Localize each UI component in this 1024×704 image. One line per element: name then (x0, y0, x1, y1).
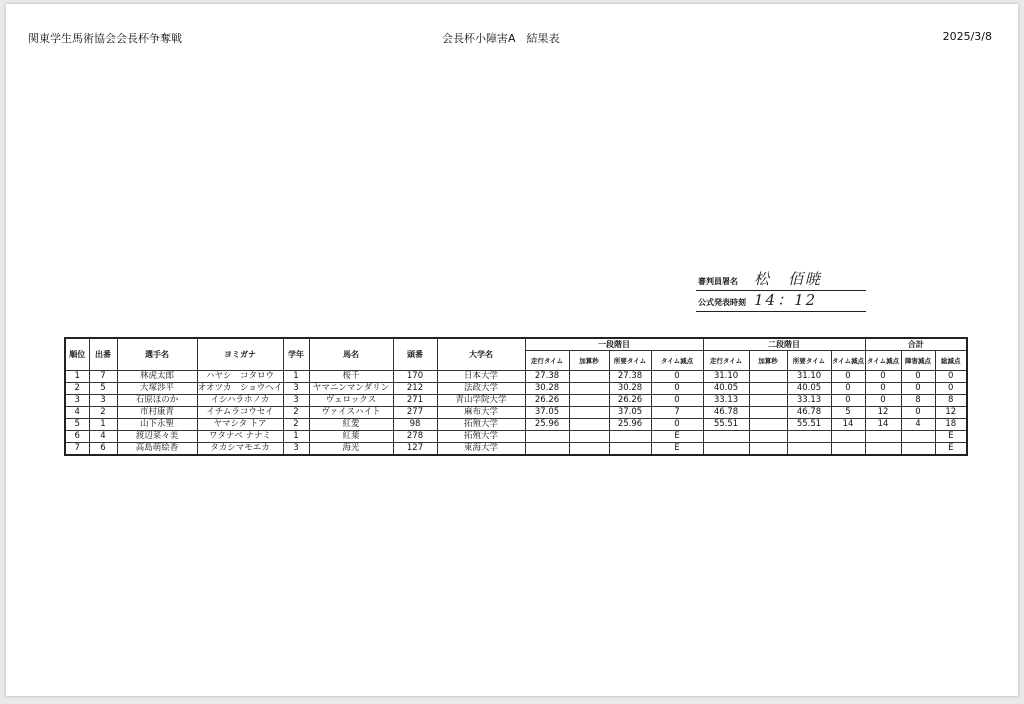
col-round2: 二段階目 (703, 338, 865, 351)
cell-kana: ハヤシ コタロウ (197, 371, 283, 383)
cell-horse-no: 277 (393, 407, 437, 419)
cell-rider: 林虎太郎 (117, 371, 197, 383)
cell-r1-req: 26.26 (609, 395, 651, 407)
col-grade: 学年 (283, 338, 309, 371)
cell-r1-pen: 0 (651, 383, 703, 395)
cell-r2-req: 46.78 (787, 407, 831, 419)
cell-t-obs: 4 (901, 419, 935, 431)
col-kana: ヨミガナ (197, 338, 283, 371)
cell-horse-no: 212 (393, 383, 437, 395)
judge-signature: 松 佰暁 (754, 270, 823, 288)
cell-r2-add (749, 443, 787, 456)
event-title: 関東学生馬術協会会長杯争奪戦 (28, 32, 182, 45)
cell-r2-req: 55.51 (787, 419, 831, 431)
col-university: 大学名 (437, 338, 525, 371)
cell-r1-add (569, 407, 609, 419)
cell-horse-no: 170 (393, 371, 437, 383)
cell-kana: タカシマモエカ (197, 443, 283, 456)
table-row (65, 383, 967, 395)
table-header-row (65, 338, 967, 351)
cell-rank: 6 (65, 431, 89, 443)
cell-r2-add (749, 419, 787, 431)
cell-r1-req (609, 443, 651, 456)
judge-signature-block (696, 270, 866, 312)
announce-time-line (696, 291, 866, 312)
col-rank: 順位 (65, 338, 89, 371)
cell-horse: ヴェロックス (309, 395, 393, 407)
cell-horse: 海光 (309, 443, 393, 456)
cell-r1-add (569, 443, 609, 456)
cell-r1-pen: 0 (651, 371, 703, 383)
cell-grade: 2 (283, 419, 309, 431)
cell-r1-run: 27.38 (525, 371, 569, 383)
cell-horse-no: 98 (393, 419, 437, 431)
cell-r1-req: 25.96 (609, 419, 651, 431)
announce-time-label: 公式発表時刻 (698, 298, 746, 307)
cell-r1-add (569, 431, 609, 443)
col-t-time: タイム減点 (865, 351, 901, 371)
cell-t-time: 0 (865, 383, 901, 395)
col-r1-run: 走行タイム (525, 351, 569, 371)
cell-r2-pen: 0 (831, 383, 865, 395)
cell-horse: ヤマニンマンダリン (309, 383, 393, 395)
cell-order: 5 (89, 383, 117, 395)
cell-r2-add (749, 371, 787, 383)
table-row (65, 371, 967, 383)
table-row (65, 443, 967, 456)
cell-r2-run (703, 431, 749, 443)
cell-university: 東海大学 (437, 443, 525, 456)
table-row (65, 419, 967, 431)
cell-university: 拓殖大学 (437, 419, 525, 431)
col-t-obs: 障害減点 (901, 351, 935, 371)
cell-order: 2 (89, 407, 117, 419)
cell-t-total: E (935, 431, 967, 443)
cell-r1-req: 30.28 (609, 383, 651, 395)
cell-r1-pen: E (651, 443, 703, 456)
cell-t-time: 0 (865, 371, 901, 383)
cell-university: 拓殖大学 (437, 431, 525, 443)
cell-r1-pen: 0 (651, 395, 703, 407)
table-row (65, 431, 967, 443)
cell-r1-req: 37.05 (609, 407, 651, 419)
table-row (65, 395, 967, 407)
cell-t-obs (901, 443, 935, 456)
cell-r2-pen: 0 (831, 395, 865, 407)
cell-r2-run: 31.10 (703, 371, 749, 383)
document-title: 会長杯小障害A 結果表 (442, 32, 560, 45)
cell-rank: 3 (65, 395, 89, 407)
cell-r1-add (569, 419, 609, 431)
cell-horse: 紅愛 (309, 419, 393, 431)
cell-grade: 3 (283, 383, 309, 395)
cell-r2-add (749, 407, 787, 419)
cell-t-time (865, 443, 901, 456)
cell-t-obs: 8 (901, 395, 935, 407)
table-row (65, 407, 967, 419)
cell-horse-no: 278 (393, 431, 437, 443)
cell-r1-run: 37.05 (525, 407, 569, 419)
cell-horse: 紅葉 (309, 431, 393, 443)
cell-r1-add (569, 395, 609, 407)
cell-r2-pen (831, 431, 865, 443)
cell-t-total: E (935, 443, 967, 456)
cell-rank: 1 (65, 371, 89, 383)
cell-kana: イチムラコウセイ (197, 407, 283, 419)
judge-name-label: 審判員署名 (698, 277, 738, 286)
cell-r1-pen: E (651, 431, 703, 443)
cell-horse: ヴァイスハイト (309, 407, 393, 419)
cell-t-total: 0 (935, 371, 967, 383)
cell-rider: 石原ほのか (117, 395, 197, 407)
cell-t-obs: 0 (901, 383, 935, 395)
cell-order: 3 (89, 395, 117, 407)
cell-order: 4 (89, 431, 117, 443)
cell-r1-req: 27.38 (609, 371, 651, 383)
cell-t-time: 0 (865, 395, 901, 407)
cell-r2-add (749, 383, 787, 395)
cell-r1-add (569, 371, 609, 383)
cell-t-total: 12 (935, 407, 967, 419)
col-horse-no: 頭番 (393, 338, 437, 371)
cell-grade: 3 (283, 443, 309, 456)
results-table (64, 337, 968, 456)
cell-r2-add (749, 395, 787, 407)
cell-t-time: 12 (865, 407, 901, 419)
col-t-total: 総減点 (935, 351, 967, 371)
cell-r2-run: 55.51 (703, 419, 749, 431)
cell-university: 日本大学 (437, 371, 525, 383)
cell-r2-run: 40.05 (703, 383, 749, 395)
cell-r2-run: 33.13 (703, 395, 749, 407)
cell-t-time: 14 (865, 419, 901, 431)
cell-university: 麻布大学 (437, 407, 525, 419)
cell-r2-req: 31.10 (787, 371, 831, 383)
cell-t-time (865, 431, 901, 443)
cell-rank: 2 (65, 383, 89, 395)
cell-order: 1 (89, 419, 117, 431)
col-horse: 馬名 (309, 338, 393, 371)
document-date: 2025/3/8 (942, 30, 992, 43)
cell-r1-run: 26.26 (525, 395, 569, 407)
col-r1-req: 所要タイム (609, 351, 651, 371)
cell-horse-no: 127 (393, 443, 437, 456)
results-sheet (6, 4, 1018, 696)
judge-name-line (696, 270, 866, 291)
cell-kana: ワタナベ ナナミ (197, 431, 283, 443)
cell-r2-req: 40.05 (787, 383, 831, 395)
cell-r1-pen: 7 (651, 407, 703, 419)
cell-kana: イシハラホノカ (197, 395, 283, 407)
cell-r2-req (787, 443, 831, 456)
col-order: 出番 (89, 338, 117, 371)
cell-r2-pen: 0 (831, 371, 865, 383)
cell-r1-req (609, 431, 651, 443)
cell-t-total: 18 (935, 419, 967, 431)
cell-r1-run (525, 431, 569, 443)
cell-rank: 7 (65, 443, 89, 456)
cell-t-obs (901, 431, 935, 443)
cell-r1-run (525, 443, 569, 456)
col-rider: 選手名 (117, 338, 197, 371)
cell-r1-run: 30.28 (525, 383, 569, 395)
cell-r2-req: 33.13 (787, 395, 831, 407)
cell-r2-run: 46.78 (703, 407, 749, 419)
cell-rank: 4 (65, 407, 89, 419)
col-r2-add: 加算秒 (749, 351, 787, 371)
table-body (65, 371, 967, 456)
cell-grade: 1 (283, 371, 309, 383)
cell-rider: 山下永聖 (117, 419, 197, 431)
cell-r2-add (749, 431, 787, 443)
cell-r1-add (569, 383, 609, 395)
cell-rider: 渡辺菜々美 (117, 431, 197, 443)
cell-rank: 5 (65, 419, 89, 431)
cell-order: 6 (89, 443, 117, 456)
cell-grade: 1 (283, 431, 309, 443)
cell-t-obs: 0 (901, 371, 935, 383)
announce-time-value: 14：12 (754, 291, 818, 309)
cell-rider: 市村康青 (117, 407, 197, 419)
cell-grade: 3 (283, 395, 309, 407)
cell-kana: オオツカ ショウヘイ (197, 383, 283, 393)
cell-grade: 2 (283, 407, 309, 419)
cell-order: 7 (89, 371, 117, 383)
cell-horse: 桜千 (309, 371, 393, 383)
cell-r2-req (787, 431, 831, 443)
cell-t-obs: 0 (901, 407, 935, 419)
cell-r2-pen: 14 (831, 419, 865, 431)
col-round1: 一段階目 (525, 338, 703, 351)
col-r1-add: 加算秒 (569, 351, 609, 371)
cell-r2-pen (831, 443, 865, 456)
cell-university: 法政大学 (437, 383, 525, 395)
col-r2-run: 走行タイム (703, 351, 749, 371)
cell-rider: 大塚渉平 (117, 383, 197, 395)
cell-rider: 高島萌絵香 (117, 443, 197, 456)
col-r2-pen: タイム減点 (831, 351, 865, 371)
cell-kana: ヤマシタ トア (197, 419, 283, 431)
cell-r1-run: 25.96 (525, 419, 569, 431)
cell-r1-pen: 0 (651, 419, 703, 431)
cell-t-total: 0 (935, 383, 967, 395)
col-r1-pen: タイム減点 (651, 351, 703, 371)
col-r2-req: 所要タイム (787, 351, 831, 371)
cell-horse-no: 271 (393, 395, 437, 407)
cell-r2-run (703, 443, 749, 456)
cell-t-total: 8 (935, 395, 967, 407)
col-total: 合計 (865, 338, 967, 351)
cell-r2-pen: 5 (831, 407, 865, 419)
cell-university: 青山学院大学 (437, 395, 525, 407)
